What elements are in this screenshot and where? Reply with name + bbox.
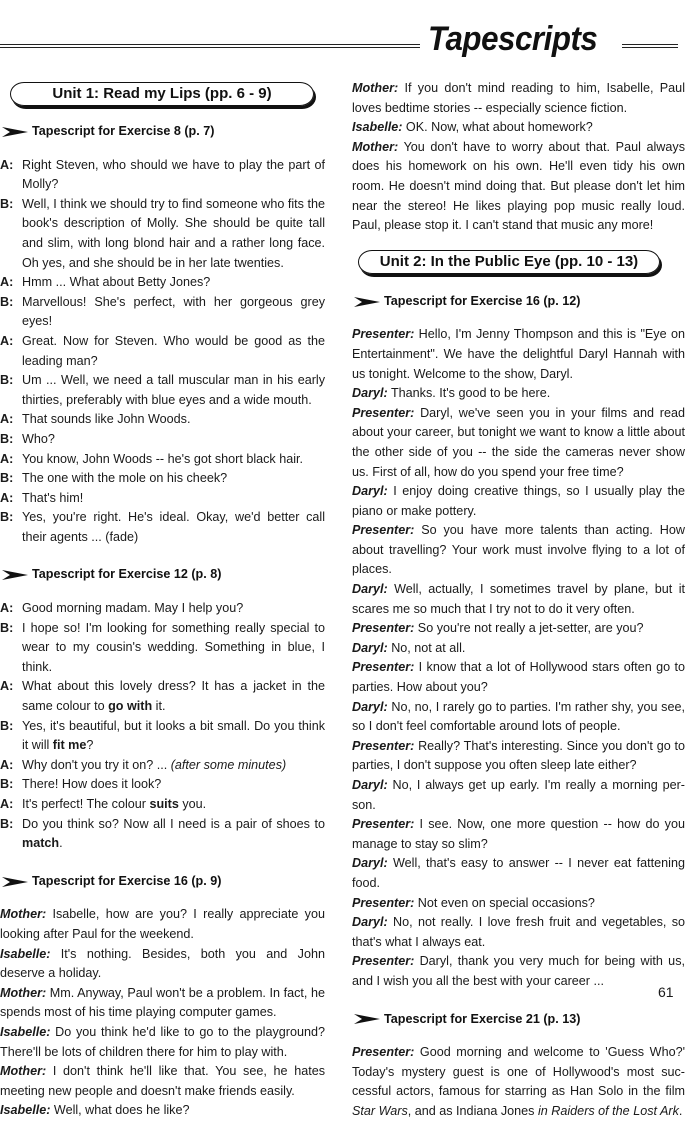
line-text: If you don't mind reading to him, Isabelle, Paul loves bedtime stories -- especially science fiction. [352, 81, 685, 115]
dialogue-line [352, 79, 685, 118]
dialogue-line [352, 815, 685, 854]
line-text: That sounds like John Woods. [22, 412, 191, 427]
page-title: Tapescripts [428, 20, 598, 58]
line-text: You know, John Woods -- he's got short black hair. [22, 451, 304, 466]
line-text: I see. Now, one more question -- how do you manage to stay so slim? [352, 817, 685, 851]
speaker: A: [0, 490, 14, 505]
line-text: Right Steven, who should we have to play the part of Molly? [22, 157, 325, 192]
dialogue-line [0, 1023, 325, 1062]
arrow-icon [2, 569, 28, 581]
line-text: I hope so! I'm looking for something really special to wear to my cousin's wedding. Something in blue, I think. [22, 620, 325, 674]
dialogue-line [0, 293, 325, 332]
dialogue-line [0, 508, 325, 547]
dialogue-ex16-p9-continued [352, 79, 685, 236]
dialogue-line [352, 698, 685, 737]
exercise-heading [2, 122, 325, 142]
speaker: A: [0, 601, 14, 616]
speaker: Presenter: [352, 405, 415, 420]
dialogue-line [352, 639, 685, 659]
line-text: There! How does it look? [22, 777, 162, 792]
exercise-heading-text: Tapescript for Exercise 16 (p. 12) [384, 293, 581, 308]
speaker: Presenter: [352, 895, 415, 910]
line-text: Great. Now for Steven. Who would be good as the leading man? [22, 333, 325, 368]
speaker: Daryl: [352, 915, 388, 930]
dialogue-line [352, 776, 685, 815]
line-text: No, I always get up early. I'm really a morning per-son. [352, 778, 685, 812]
right-column [352, 79, 685, 1122]
dialogue-line [352, 521, 685, 580]
speaker: Presenter: [352, 523, 415, 538]
speaker: Presenter: [352, 327, 415, 342]
speaker: Presenter: [352, 954, 415, 969]
speaker: Daryl: [352, 582, 388, 597]
key-phrase: suits [149, 797, 179, 811]
line-text: Daryl, we've seen you in your films and read about your career, but tonight we want to know a little about the other side of you -- the side the cameras never show us. First of all, how do you spend your free time? [352, 405, 685, 479]
line-text: Do you think so? Now all I need is a pair of shoes to match. [22, 816, 325, 851]
dialogue-line [352, 138, 685, 236]
key-phrase: go with [108, 699, 153, 714]
exercise-heading [354, 292, 685, 312]
speaker: Isabelle: [0, 1024, 51, 1039]
dialogue-line [0, 195, 325, 273]
line-text: The one with the mole on his cheek? [22, 471, 228, 486]
film-title: Star Wars [352, 1103, 408, 1118]
dialogue-line [352, 952, 685, 991]
speaker: Daryl: [352, 484, 388, 499]
speaker: Presenter: [352, 660, 415, 675]
line-text: OK. Now, what about homework? [402, 120, 593, 135]
line-text: Why don't you try it on? ... (after some minutes) [22, 757, 287, 772]
dialogue-ex16-p12 [352, 325, 685, 991]
line-text: Really? That's interesting. Since you don't go to parties, I don't suppose you often sleep late either? [352, 738, 685, 773]
dialogue-line [0, 984, 325, 1023]
dialogue-line [0, 717, 325, 756]
arrow-icon [2, 876, 28, 888]
dialogue-line [0, 945, 325, 984]
dialogue-line [0, 430, 325, 450]
dialogue-line [352, 580, 685, 619]
arrow-icon [2, 126, 28, 138]
speaker: B: [0, 777, 14, 792]
header-rule-right [622, 44, 678, 48]
line-text: Isabelle, how are you? I really appreciate you looking after Paul for the weekend. [0, 907, 325, 941]
dialogue-line [0, 795, 325, 815]
line-text: That's him! [22, 490, 84, 505]
dialogue-line [0, 156, 325, 195]
dialogue-line [0, 1101, 325, 1121]
dialogue-line [352, 404, 685, 482]
speaker: Mother: [352, 139, 399, 154]
dialogue-line [352, 894, 685, 914]
speaker: A: [0, 679, 14, 694]
line-text: Hmm ... What about Betty Jones? [22, 275, 211, 290]
line-text: Well, that's easy to answer -- I never eat fattening food. [352, 856, 685, 890]
speaker: Isabelle: [0, 946, 51, 961]
line-text: No, no, I rarely go to parties. I'm rather shy, you see, so I don't feel comfortable around lots of people. [352, 699, 685, 734]
dialogue-line [0, 450, 325, 470]
arrow-icon [354, 296, 380, 308]
speaker: Isabelle: [352, 120, 403, 135]
speaker: B: [0, 510, 14, 525]
dialogue-line [0, 619, 325, 678]
dialogue-line [352, 619, 685, 639]
line-text: Well, what does he like? [50, 1103, 190, 1118]
speaker: B: [0, 718, 14, 733]
unit-2-heading: Unit 2: In the Public Eye (pp. 10 - 13) [358, 250, 660, 274]
left-column [0, 82, 325, 1121]
line-text: Um ... Well, we need a tall muscular man in his early thirties, preferably with blue eyes and a wide mouth. [22, 373, 325, 407]
unit-1-heading: Unit 1: Read my Lips (pp. 6 - 9) [10, 82, 314, 106]
line-text: I don't think he'll like that. You see, he hates meeting new people and doesn't make friends easily. [0, 1064, 325, 1098]
dialogue-line [0, 775, 325, 795]
dialogue-line [0, 371, 325, 410]
dialogue-line [0, 332, 325, 371]
speaker: B: [0, 373, 14, 388]
dialogue-line [0, 1062, 325, 1101]
dialogue-line [352, 658, 685, 697]
dialogue-line [352, 118, 685, 138]
speaker: Daryl: [352, 699, 388, 714]
line-text: Good morning madam. May I help you? [22, 601, 244, 616]
speaker: A: [0, 157, 14, 172]
arrow-icon [354, 1013, 380, 1025]
speaker: Presenter: [352, 1045, 415, 1060]
line-text: So you're not really a jet-setter, are you? [414, 621, 644, 636]
line-text: Daryl, thank you very much for being with us, and I wish you all the best with your career ... [352, 954, 685, 988]
dialogue-line [0, 815, 325, 854]
exercise-heading-text: Tapescript for Exercise 8 (p. 7) [32, 124, 215, 138]
speaker: A: [0, 275, 14, 290]
line-text: Thanks. It's good to be here. [387, 386, 551, 401]
stage-direction: (after some minutes) [170, 757, 287, 772]
dialogue-line [0, 756, 325, 776]
dialogue-ex21 [352, 1043, 685, 1121]
dialogue-line [0, 273, 325, 293]
line-text: No, not really. I love fresh fruit and vegetables, so that's what I always eat. [352, 915, 685, 949]
dialogue-line [0, 677, 325, 716]
dialogue-line [352, 482, 685, 521]
exercise-heading [2, 565, 325, 585]
page-number: 61 [658, 984, 674, 1000]
line-text: It's nothing. Besides, both you and John deserve a holiday. [0, 946, 325, 981]
exercise-heading-text: Tapescript for Exercise 16 (p. 9) [32, 873, 222, 888]
line-text: Mm. Anyway, Paul won't be a problem. In fact, he spends most of his time playing computer games. [0, 985, 325, 1020]
line-text: No, not at all. [387, 640, 466, 655]
dialogue-line: Presenter: Good morning and welcome to 'Guess Who?' Today's mystery guest is one of Hollywood's most suc-cessful actors, famous for starring as Han Solo in the film Star Wars, and as Indiana Jones in Raiders of the Lost Ark. [352, 1045, 685, 1118]
page-header [0, 18, 700, 68]
speaker: A: [0, 797, 14, 811]
speaker: Daryl: [352, 640, 388, 655]
dialogue-ex16-p9 [0, 905, 325, 1121]
speaker: B: [0, 196, 14, 211]
key-phrase: fit me [52, 738, 87, 753]
speaker: Presenter: [352, 817, 415, 832]
exercise-heading [354, 1010, 685, 1030]
speaker: Mother: [0, 907, 47, 922]
line-text: I know that a lot of Hollywood stars often go to parties. How about you? [352, 660, 685, 695]
speaker: B: [0, 620, 14, 635]
speaker: A: [0, 412, 14, 427]
dialogue-line [0, 410, 325, 430]
speaker: Mother: [352, 81, 399, 95]
film-title: in Raiders of the Lost Ark [537, 1103, 679, 1118]
line-text: What about this lovely dress? It has a jacket in the same colour to go with it. [22, 679, 325, 714]
speaker: Mother: [0, 1064, 47, 1079]
speaker: A: [0, 333, 14, 348]
dialogue-line [352, 854, 685, 893]
line-text: You don't have to worry about that. Paul always does his homework on his own. He'll even tidy his own room. He doesn't mind doing that. But please don't let him near the stereo! He likes playing pop music really loud. Paul, please stop it. I can't stand that music any more! [352, 139, 685, 233]
header-rule-left [0, 44, 420, 48]
line-text: It's perfect! The colour suits you. [22, 797, 207, 811]
line-text: Hello, I'm Jenny Thompson and this is "Eye on Entertainment". We have the delightful Daryl Hannah with us tonight. Welcome to the show, Daryl. [352, 327, 685, 381]
dialogue-line [352, 913, 685, 952]
speaker: Isabelle: [0, 1103, 51, 1118]
line-text: Not even on special occasions? [414, 895, 595, 910]
dialogue-line [0, 599, 325, 619]
line-text: Well, actually, I sometimes travel by plane, but it scares me so much that I try not to do it very often. [352, 582, 685, 616]
speaker: Daryl: [352, 856, 388, 871]
line-text: Do you think he'd like to go to the playground? There'll be lots of children there for him to play with. [0, 1024, 325, 1059]
line-text: Well, I think we should try to find someone who fits the book's description of Molly. She should be quite tall and slim, with long blond hair and a rather long face. Oh yes, and she should be in her late twenties. [22, 196, 325, 270]
speaker: Presenter: [352, 621, 415, 636]
line-text: Yes, you're right. He's ideal. Okay, we'd better call their agents ... (fade) [22, 510, 325, 544]
speaker: B: [0, 294, 14, 309]
dialogue-line [0, 489, 325, 509]
exercise-heading-text: Tapescript for Exercise 21 (p. 13) [384, 1011, 581, 1026]
dialogue-ex8 [0, 156, 325, 548]
speaker: Daryl: [352, 386, 388, 401]
line-text: So you have more talents than acting. How about travelling? Your work must involve flying to a lot of places. [352, 523, 685, 577]
speaker: B: [0, 471, 14, 486]
line-text: Yes, it's beautiful, but it looks a bit small. Do you think it will fit me? [22, 718, 325, 753]
dialogue-line [352, 325, 685, 384]
dialogue-line [0, 469, 325, 489]
dialogue-line [352, 737, 685, 776]
dialogue-ex12 [0, 599, 325, 854]
speaker: B: [0, 431, 14, 446]
dialogue-line [352, 384, 685, 404]
speaker: Mother: [0, 985, 47, 1000]
line-text: Marvellous! She's perfect, with her gorgeous grey eyes! [22, 294, 325, 329]
dialogue-line [0, 905, 325, 944]
line-text: I enjoy doing creative things, so I usually play the piano or make pottery. [352, 484, 685, 518]
speaker: Daryl: [352, 778, 388, 792]
exercise-heading-text: Tapescript for Exercise 12 (p. 8) [32, 567, 222, 582]
speaker: Presenter: [352, 738, 415, 753]
line-text: Who? [22, 431, 55, 446]
key-phrase: match [22, 836, 60, 851]
speaker: A: [0, 451, 14, 466]
speaker: A: [0, 757, 14, 772]
exercise-heading [2, 872, 325, 892]
speaker: B: [0, 816, 14, 831]
